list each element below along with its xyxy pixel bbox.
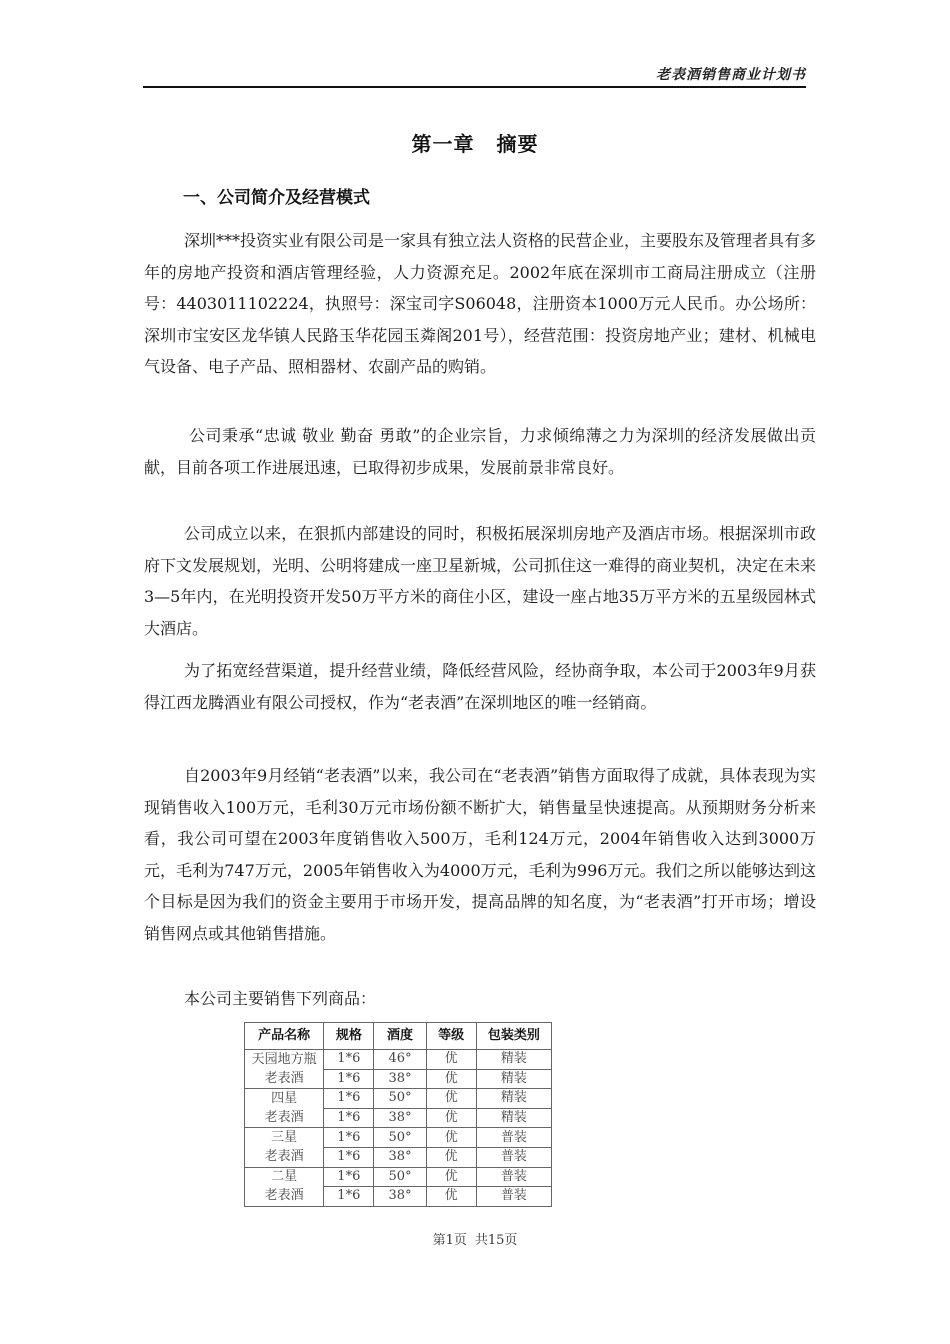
paragraph-distribution-rights: 为了拓宽经营渠道，提升经营业绩，降低经营风险，经协商争取，本公司于2003年9月获得江西龙腾酒业有限公司授权，作为“老表酒”在深圳地区的唯一经销商。 xyxy=(144,661,816,712)
table-row xyxy=(245,1147,552,1167)
cell-name: 老表酒 xyxy=(245,1147,324,1167)
table-row xyxy=(245,1128,552,1148)
cell-pack: 普装 xyxy=(476,1147,551,1167)
cell-abv: 38° xyxy=(374,1108,426,1128)
page-footer xyxy=(0,1229,950,1248)
column-header-name: 产品名称 xyxy=(245,1023,324,1050)
table-row xyxy=(245,1167,552,1187)
page-header xyxy=(143,62,806,88)
cell-name: 三星 xyxy=(245,1128,324,1148)
cell-spec: 1*6 xyxy=(324,1167,374,1187)
chapter-title xyxy=(0,128,950,157)
cell-spec: 1*6 xyxy=(324,1108,374,1128)
table-row xyxy=(245,1069,552,1089)
cell-pack: 普装 xyxy=(476,1187,551,1207)
chapter-number: 第一章 xyxy=(411,132,475,156)
paragraph-company-tenet: 公司秉承“忠诚 敬业 勤奋 勇敢”的企业宗旨，力求倾绵薄之力为深圳的经济发展做出贡献，目前各项工作进展迅速，已取得初步成果，发展前景非常良好。 xyxy=(144,426,816,477)
cell-spec: 1*6 xyxy=(324,1128,374,1148)
cell-pack: 普装 xyxy=(476,1128,551,1148)
table-row xyxy=(245,1187,552,1207)
total-pages: 共15页 xyxy=(474,1233,518,1248)
cell-abv: 50° xyxy=(374,1128,426,1148)
cell-abv: 50° xyxy=(374,1167,426,1187)
cell-pack: 精装 xyxy=(476,1050,551,1070)
cell-abv: 38° xyxy=(374,1187,426,1207)
chapter-name: 摘要 xyxy=(496,132,539,156)
cell-name: 天园地方瓶 xyxy=(245,1050,324,1070)
paragraph-company-intro: 深圳***投资实业有限公司是一家具有独立法人资格的民营企业，主要股东及管理者具有多年的房地产投资和酒店管理经验，人力资源充足。2002年底在深圳市工商局注册成立（注册号：4403011102224，执照号：深宝司字S06048，注册资本1000万元人民币。办公场所：深圳市宝安区龙华镇人民路玉华花园玉粦阁201号），经营范围：投资房地产业；建材、机械电气设备、电子产品、照相器材、农副产品的购销。 xyxy=(144,231,817,376)
column-header-abv: 酒度 xyxy=(374,1023,426,1050)
cell-grade: 优 xyxy=(426,1167,476,1187)
cell-abv: 46° xyxy=(374,1050,426,1070)
table-row xyxy=(245,1050,552,1070)
cell-abv: 38° xyxy=(374,1069,426,1089)
cell-pack: 精装 xyxy=(476,1108,551,1128)
paragraph-products-intro: 本公司主要销售下列商品： xyxy=(184,989,377,1008)
table-row xyxy=(245,1108,552,1128)
paragraph-company-development: 公司成立以来，在狠抓内部建设的同时，积极拓展深圳房地产及酒店市场。根据深圳市政府下文发展规划，光明、公明将建成一座卫星新城，公司抓住这一难得的商业契机，决定在未来3—5年内，在光明投资开发50万平方米的商住小区，建设一座占地35万平方米的五星级园林式大酒店。 xyxy=(144,524,817,638)
document-title: 老表酒销售商业计划书 xyxy=(656,67,806,83)
cell-spec: 1*6 xyxy=(324,1050,374,1070)
cell-name: 老表酒 xyxy=(245,1108,324,1128)
table-header-row xyxy=(245,1023,552,1050)
cell-name: 老表酒 xyxy=(245,1187,324,1207)
cell-spec: 1*6 xyxy=(324,1089,374,1109)
cell-grade: 优 xyxy=(426,1147,476,1167)
cell-name: 二星 xyxy=(245,1167,324,1187)
column-header-grade: 等级 xyxy=(426,1023,476,1050)
cell-grade: 优 xyxy=(426,1108,476,1128)
table-row xyxy=(245,1089,552,1109)
product-table xyxy=(244,1022,552,1207)
cell-pack: 精装 xyxy=(476,1089,551,1109)
cell-pack: 精装 xyxy=(476,1069,551,1089)
cell-name: 老表酒 xyxy=(245,1069,324,1089)
cell-grade: 优 xyxy=(426,1128,476,1148)
section-heading: 一、公司简介及经营模式 xyxy=(183,188,370,208)
cell-grade: 优 xyxy=(426,1187,476,1207)
column-header-pack: 包装类别 xyxy=(476,1023,551,1050)
cell-spec: 1*6 xyxy=(324,1187,374,1207)
paragraph-sales-forecast: 自2003年9月经销“老表酒”以来，我公司在“老表酒”销售方面取得了成就，具体表现为实现销售收入100万元，毛利30万元市场份额不断扩大，销售量呈快速提高。从预期财务分析来看，我公司可望在2003年度销售收入500万，毛利124万元，2004年销售收入达到3000万元，毛利为747万元，2005年销售收入为4000万元，毛利为996万元。我们之所以能够达到这个目标是因为我们的资金主要用于市场开发，提高品牌的知名度，为“老表酒”打开市场；增设销售网点或其他销售措施。 xyxy=(144,766,816,943)
cell-grade: 优 xyxy=(426,1069,476,1089)
cell-spec: 1*6 xyxy=(324,1069,374,1089)
cell-spec: 1*6 xyxy=(324,1147,374,1167)
cell-abv: 38° xyxy=(374,1147,426,1167)
cell-name: 四星 xyxy=(245,1089,324,1109)
column-header-spec: 规格 xyxy=(324,1023,374,1050)
current-page: 第1页 xyxy=(432,1233,467,1248)
cell-abv: 50° xyxy=(374,1089,426,1109)
cell-grade: 优 xyxy=(426,1089,476,1109)
cell-pack: 普装 xyxy=(476,1167,551,1187)
cell-grade: 优 xyxy=(426,1050,476,1070)
